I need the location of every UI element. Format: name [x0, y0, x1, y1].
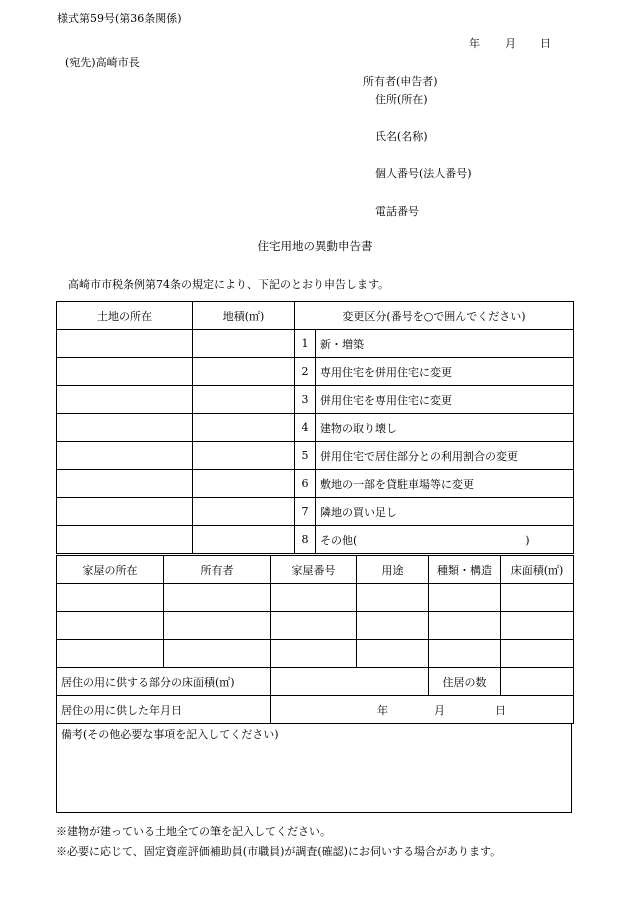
change-type-label: 併用住宅で居住部分との利用割合の変更	[316, 442, 574, 470]
house-owner-header: 所有者	[164, 556, 271, 584]
house-use-cell[interactable]	[357, 584, 429, 612]
other-close-paren: )	[525, 533, 530, 547]
land-area-cell[interactable]	[193, 442, 295, 470]
change-type-number[interactable]: 2	[295, 358, 316, 386]
house-location-header: 家屋の所在	[57, 556, 164, 584]
addressee: (宛先)高崎市長	[65, 56, 140, 69]
document-title: 住宅用地の異動申告書	[257, 239, 373, 253]
land-area-cell[interactable]	[193, 498, 295, 526]
land-area-cell[interactable]	[193, 470, 295, 498]
land-location-cell[interactable]	[57, 442, 193, 470]
change-type-number[interactable]: 7	[295, 498, 316, 526]
land-location-cell[interactable]	[57, 526, 193, 554]
footnote-2: ※必要に応じて、固定資産評価補助員(市職員)が調査(確認)にお伺いする場合があります。	[56, 845, 502, 858]
form-number: 様式第59号(第36条関係)	[57, 12, 182, 25]
owner-name-label: 氏名(名称)	[375, 130, 428, 143]
change-type-label: 専用住宅を併用住宅に変更	[316, 358, 574, 386]
residence-date-label: 居住の用に供した年月日	[57, 696, 271, 724]
residential-floor-area-label: 居住の用に供する部分の床面積(㎡)	[57, 668, 271, 696]
change-type-label: 建物の取り壊し	[316, 414, 574, 442]
house-floor-area-cell[interactable]	[501, 612, 574, 640]
change-type-label: 敷地の一部を貸駐車場等に変更	[316, 470, 574, 498]
land-location-cell[interactable]	[57, 498, 193, 526]
date-month-label: 月	[505, 37, 516, 50]
land-table	[56, 301, 574, 554]
land-location-cell[interactable]	[57, 358, 193, 386]
change-type-number[interactable]: 1	[295, 330, 316, 358]
house-use-cell[interactable]	[357, 640, 429, 668]
owner-address-label: 住所(所在)	[375, 93, 428, 106]
house-floor-area-cell[interactable]	[501, 640, 574, 668]
dwellings-count-label: 住居の数	[429, 668, 501, 696]
owner-phone-label: 電話番号	[375, 205, 419, 218]
house-owner-cell[interactable]	[164, 640, 271, 668]
residence-day-label: 日	[495, 703, 506, 717]
residence-date-cell[interactable]	[271, 696, 574, 724]
land-area-cell[interactable]	[193, 330, 295, 358]
house-use-cell[interactable]	[357, 612, 429, 640]
house-number-header: 家屋番号	[271, 556, 357, 584]
house-number-cell[interactable]	[271, 640, 357, 668]
remarks-label: 備考(その他必要な事項を記入してください)	[61, 728, 279, 741]
house-location-cell[interactable]	[57, 612, 164, 640]
house-floor-area-cell[interactable]	[501, 584, 574, 612]
land-location-cell[interactable]	[57, 414, 193, 442]
land-location-cell[interactable]	[57, 386, 193, 414]
house-location-cell[interactable]	[57, 584, 164, 612]
house-structure-cell[interactable]	[429, 612, 501, 640]
house-structure-cell[interactable]	[429, 584, 501, 612]
house-structure-cell[interactable]	[429, 640, 501, 668]
house-number-cell[interactable]	[271, 584, 357, 612]
change-type-header: 変更区分(番号を○で囲んでください)	[295, 302, 574, 330]
house-owner-cell[interactable]	[164, 584, 271, 612]
land-location-header: 土地の所在	[57, 302, 193, 330]
land-area-cell[interactable]	[193, 526, 295, 554]
date-year-label: 年	[469, 37, 480, 50]
dwellings-count-cell[interactable]	[501, 668, 574, 696]
land-area-header: 地積(㎡)	[193, 302, 295, 330]
house-owner-cell[interactable]	[164, 612, 271, 640]
change-type-number[interactable]: 3	[295, 386, 316, 414]
residence-year-label: 年	[377, 703, 388, 717]
footnote-1: ※建物が建っている土地全ての筆を記入してください。	[56, 825, 331, 838]
change-type-label: 併用住宅を専用住宅に変更	[316, 386, 574, 414]
house-use-header: 用途	[357, 556, 429, 584]
change-type-label: 新・増築	[316, 330, 574, 358]
change-type-number[interactable]: 6	[295, 470, 316, 498]
other-open-label: その他(	[320, 533, 358, 547]
house-number-cell[interactable]	[271, 612, 357, 640]
date-day-label: 日	[540, 37, 551, 50]
land-area-cell[interactable]	[193, 386, 295, 414]
change-type-other[interactable]	[316, 526, 574, 554]
residence-month-label: 月	[434, 703, 445, 717]
owner-id-number-label: 個人番号(法人番号)	[375, 167, 472, 180]
land-area-cell[interactable]	[193, 414, 295, 442]
house-table	[56, 555, 574, 724]
residential-floor-area-cell[interactable]	[271, 668, 429, 696]
land-location-cell[interactable]	[57, 330, 193, 358]
house-structure-header: 種類・構造	[429, 556, 501, 584]
change-type-number[interactable]: 4	[295, 414, 316, 442]
change-type-number[interactable]: 5	[295, 442, 316, 470]
change-type-label: 隣地の買い足し	[316, 498, 574, 526]
land-area-cell[interactable]	[193, 358, 295, 386]
owner-title: 所有者(申告者)	[363, 75, 438, 88]
remarks-box[interactable]	[56, 723, 572, 813]
change-type-number[interactable]: 8	[295, 526, 316, 554]
house-floor-area-header: 床面積(㎡)	[501, 556, 574, 584]
intro-text: 高崎市市税条例第74条の規定により、下記のとおり申告します。	[68, 278, 390, 291]
land-location-cell[interactable]	[57, 470, 193, 498]
house-location-cell[interactable]	[57, 640, 164, 668]
